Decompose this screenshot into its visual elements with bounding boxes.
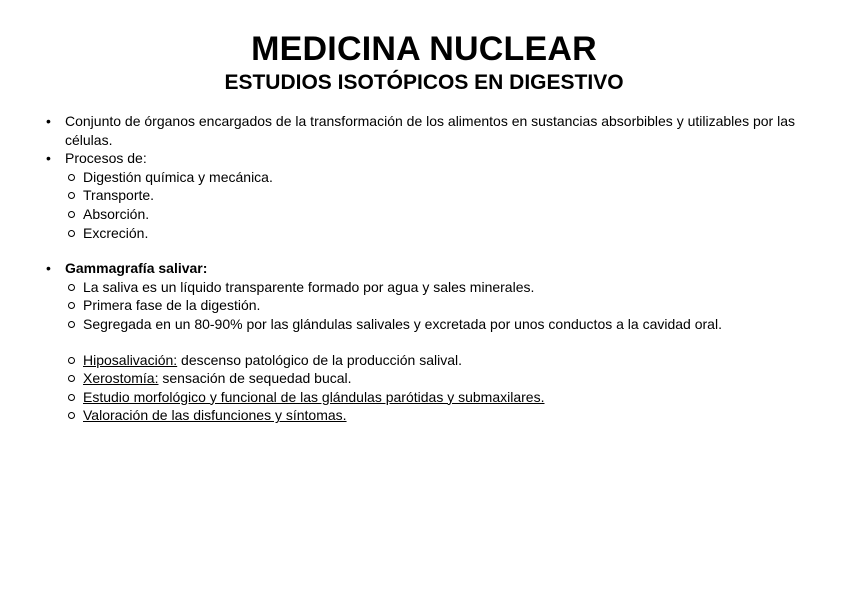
definition-text: sensación de sequedad bucal.: [158, 370, 352, 387]
definition-text: descenso patológico de la producción salival.: [177, 351, 463, 368]
circle-bullet-icon: [68, 211, 75, 218]
bullet-dot-icon: •: [46, 113, 51, 129]
sub-bullet-item: [0, 278, 848, 297]
circle-bullet-icon: [68, 302, 75, 309]
objective-text: Valoración de las disfunciones y síntomas.: [83, 407, 347, 424]
circle-bullet-icon: [68, 321, 75, 328]
spacer: [0, 242, 848, 259]
sub-bullet-item: [0, 296, 848, 315]
sub-bullet-item: [0, 224, 848, 243]
sub-bullet-text: Segregada en un 80-90% por las glándulas salivales y excretada por unos conductos a la cavidad oral.: [83, 315, 722, 332]
definition-term: Xerostomía:: [83, 370, 159, 387]
bullet-text: Conjunto de órganos encargados de la transformación de los alimentos en sustancias absorbibles y utilizables por las células.: [65, 113, 795, 148]
page-subtitle: ESTUDIOS ISOTÓPICOS EN DIGESTIVO: [224, 71, 624, 94]
page-title: MEDICINA NUCLEAR: [251, 30, 597, 68]
section-heading: Gammagrafía salivar:: [65, 260, 208, 277]
circle-bullet-icon: [68, 357, 75, 364]
sub-bullet-item: [0, 369, 848, 388]
objective-text: Estudio morfológico y funcional de las glándulas parótidas y submaxilares.: [83, 388, 545, 405]
sub-bullet-text: Excreción.: [83, 224, 149, 241]
bullet-item-gammagrafia: [0, 259, 848, 278]
bullet-dot-icon: •: [46, 150, 51, 167]
sub-bullet-item: [0, 205, 848, 224]
bullet-dot-icon: •: [46, 260, 51, 277]
bullet-item-intro: [0, 112, 848, 149]
sub-bullet-item: [0, 186, 848, 205]
spacer: [0, 334, 848, 351]
bullet-text: Procesos de:: [65, 150, 147, 167]
circle-bullet-icon: [68, 174, 75, 181]
sub-bullet-item: [0, 168, 848, 187]
sub-bullet-text: Absorción.: [83, 205, 150, 222]
circle-bullet-icon: [68, 192, 75, 199]
circle-bullet-icon: [68, 375, 75, 382]
sub-bullet-text: Digestión química y mecánica.: [83, 168, 273, 185]
circle-bullet-icon: [68, 412, 75, 419]
bullet-item-procesos: [0, 149, 848, 168]
circle-bullet-icon: [68, 230, 75, 237]
definition-term: Hiposalivación:: [83, 351, 178, 368]
sub-bullet-text: La saliva es un líquido transparente formado por agua y sales minerales.: [83, 278, 535, 295]
sub-bullet-text: Primera fase de la digestión.: [83, 297, 261, 314]
content-body: [0, 112, 848, 425]
sub-bullet-item: [0, 351, 848, 370]
circle-bullet-icon: [68, 394, 75, 401]
sub-bullet-item: [0, 388, 848, 407]
circle-bullet-icon: [68, 284, 75, 291]
sub-bullet-text: Transporte.: [83, 187, 155, 204]
sub-bullet-item: [0, 406, 848, 425]
sub-bullet-item: [0, 315, 848, 334]
